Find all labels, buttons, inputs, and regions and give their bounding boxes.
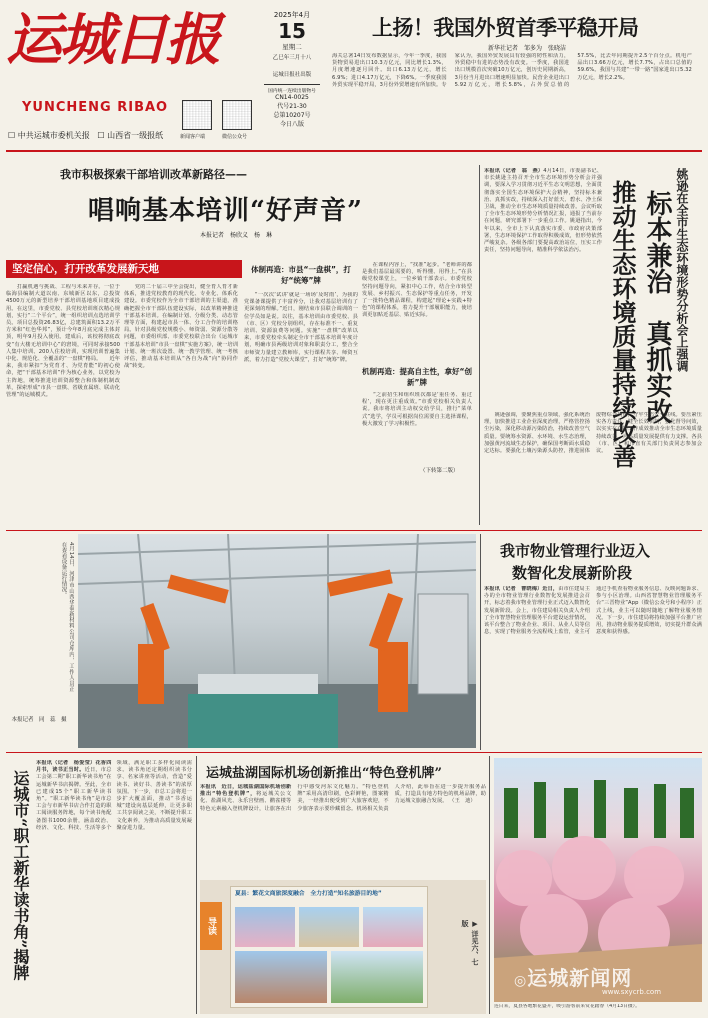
checkbox-icon: ☐ [8,131,16,140]
arrow-right-icon: ▶ [471,920,479,928]
section-rule [6,530,702,531]
qr-label-wechat: 微信公众号 [222,134,248,140]
date-day: 15 [278,19,306,43]
airport-story-body: 本报讯 近日，运城盐湖国际机场创新推出“特色登机牌”，将运城关公文化、盐湖风光、永乐宫壁画、鹳雀楼等特色元素融入登机牌设计，让旅客在出行中感受河东文化魅力。“特色登机牌”采用高清印刷，色彩鲜艳，图案精美，一经推出便受到广大旅客欢迎，不少旅客表示要珍藏留念。机场相关负责人介绍，此举旨在进一步提升服务品质，打造具有地方特色的机场品牌，助力运城文旅融合发展。 （王 迪） [200,784,486,812]
watermark-logo: ◎运城新闻网 [514,966,633,990]
column-divider [480,534,481,750]
bottom-photo-caption: 连日来，夏县各地繁花盛开，吸引游客前来赏花踏春（4月13日摄）。 [494,1004,640,1009]
watermark-icon: ◎ [514,973,528,989]
column-divider [489,756,490,1014]
lead-story-byline: 本报记者 杨欣义 杨 琳 [200,232,273,239]
top-story-title: 上扬！我国外贸首季平稳开局 [372,15,639,40]
checkbox-icon: ☐ [97,131,105,140]
guide-block[interactable] [200,880,486,1014]
reading-story-lead: 本报讯（记者 杨爱莹）花香四月书，读书正当时。 [36,760,112,774]
guide-banner: 夏县：繁花文商旅深度融合 全力打造“知名旅游目的地” [235,891,382,897]
property-story-title-b: 数智化发展新阶段 [512,564,633,582]
right-story-title-b: 推动生态环境质量持续改善 [608,180,637,468]
page-count: 今日八版 [279,121,304,128]
reading-story-body: 本报讯（记者 杨爱莹）花香四月书，读书正当时。近日，市总工会第二期“职工新华读书角”在运城新华书店揭牌。至此，全市已建成15个“职工新华读书角”。“职工新华读书角”是市总工会与市新华书店合作打造的职工阅读服务阵地，每个读书角配备图书1000余册，涵盖政治、经济、文化、科技、生活等多个领域，满足职工多样化阅读需求。读书角还定期组织读书分享、名家讲座等活动，营造“爱读书、读好书、善读书”的浓厚氛围。下一步，市总工会将进一步扩大覆盖面，推动“书香运城”建设向基层延伸，让更多职工共享阅读之美，不断提升职工文化素养，为推动高质量发展凝聚奋进力量。 [36,760,192,831]
date-box [262,8,322,138]
right-story-lead: 本报讯（记者 翁 燕） [484,168,544,174]
right-story-body-bottom: 姚逊强调，要聚焦重点领域，强化系统治理，加快推进工业企业深度治理，严格管控扬尘污染，深化移动源污染防治，持续改善空气质量。要统筹水资源、水环境、水生态治理，加强黄河流域生态保护，确保国考断面水质稳定达标。要强化土壤污染源头防控，推进固体废物综合利用，守牢生态安全底线。要压紧压实各方责任，健全长效机制，强化督导问效，以实实在在的工作成效推动全市生态环境质量持续改善，为高质量发展提供有力支撑。各县（市、区）和市直有关部门负责同志参加会议。 [484,412,702,455]
column-divider [479,165,480,525]
reading-story-title: 运城市“职工新华读书角”揭牌 [11,770,30,981]
qr-code-app[interactable] [182,100,212,130]
masthead-pinyin: YUNCHENG RIBAO [22,100,169,115]
watermark-url[interactable]: www.sxycrb.com [602,988,662,996]
masthead [0,0,708,150]
masthead-org: ☐ 中共运城市委机关报 ☐ 山西省一级报纸 [8,131,164,140]
qr-label-app: 新闻客户端 [180,134,206,140]
airport-story-credit: （王 迪） [449,798,476,805]
date-month: 2025年4月 [273,11,311,19]
masthead-rule [6,150,702,152]
top-story-body: 海关总署14日发布数据显示，今年一季度，我国货物贸易进出口10.3万亿元，同比增长1.3%，月度增速逐月回升。出口6.13万亿元，增长6.9%；进口4.17万亿元，下降6%。一季度我国外贸实现平稳开局，3月份外贸增速有所加快。专家认为，我国外贸发展具有较强的韧性和活力，外贸稳中有进的态势没有改变。一季度，我国进出口规模首次突破10万亿元，创历史同期新高，3月份当月进出口增速明显加快。民营企业进出口5.92万亿元，增长5.8%，占外贸总值的57.5%，比去年同期提升2.5个百分点。机电产品出口3.66万亿元，增长7.7%，占出口总值的59.6%。我国与共建“一带一路”国家进出口5.32万亿元，增长2.2%。 [332,53,692,88]
publisher: 运城日报社出版 [272,72,312,78]
lead-story-more: （下转第二版） [420,468,459,474]
guide-photo-4 [235,951,327,1003]
right-story-title-a: 标本兼治 真抓实改 [642,190,672,424]
factory-scene [78,534,476,748]
airport-story-title: 运城盐湖国际机场创新推出“特色登机牌” [206,766,442,781]
guide-photo-3 [363,907,423,947]
top-story-byline: 新华社记者 邹多为 张晓洁 [488,45,567,52]
factory-robot-photo [78,534,476,748]
lead-story-sub3: 机制再造：提高自主性，拿好“创新”牌 [362,367,472,387]
property-story-body: 本报讯（记者 曹晓梅）近日，由市住建局主办的全市物业管理行业数智化发展推进会召开，标志着我市物业管理行业正式迈入数智化发展新阶段。会上，市住建局相关负责人介绍了全市智慧物业管理服务平台建设运营情况，该平台整合了物业企业、项目、从业人员等信息，实现了物业服务全流程线上监管，业主可通过手机查看物业服务信息、反映问题诉求、参与小区治理。山西省智慧物业管理服务平台“三晋物业”App（微信公众号和小程序）正式上线，业主可以随时随地了解物业服务情况。下一步，市住建局将持续加强平台推广应用，推动物业服务提质增效，切实提升群众满意度和获得感。 [484,586,702,636]
guide-photo-5 [331,951,423,1003]
lead-story-col3: “一次次‘试讲’就是一场场‘及时雨’，为我的党课备课提供了丰富养分，让我对基层培训有了更深刻的理解。”近日，刚结束市县联合调训的一位学员如是说。以往，基本培训由市委党校、县（市、区）党校分别组织，存在标准不一、重复培训、资源浪费等问题。实施“一盘棋”改革以来，市委党校牵头制定全市干部基本培训年度计划，明确市县两级培训对象和职责分工，整合全市师资力量建立教师库，实行课程共享、师资互派，着力打造“党校大课堂”，打好“统筹”牌。 [244,292,358,363]
issue-number: 总第10207号 [273,112,311,119]
photo-credit: 本报记者 同 蕊 摄 [11,717,67,723]
lead-story-title: 唱响基本培训“好声音” [88,196,363,226]
serial-label: 国内统一连续出版物号 [268,89,316,94]
cn-number: CN14-0025 [275,94,309,101]
lead-story-col4: 在课程内容上，“找准”起步。“老师讲的都是我们基层最需要的，听得懂、用得上。”在县级党校课堂上，一位乡镇干部表示。市委党校坚持问题导向，紧扣中心工作，结合全市转型发展、乡村振兴、生态保护等重点任务，开发了一批特色精品课程，构建起“理论+实践+特色”的课程体系，着力提升干部履职能力，使培训更加贴近基层、贴近实际。 [362,262,472,319]
property-story-title-a: 我市物业管理行业迈入 [500,542,651,560]
photo-caption: 4月14日，河津市山西华泰新材料公司仓库内，工作人员正在查看设备运行情况。 [60,542,74,692]
lead-story-col5: “之前招生和组织班次都是‘重任务、重过程’，现在更注重成效。”市委党校相关负责人说。我市将培训主动权交给学员，推行“菜单式”选学，学员可根据岗位需要自主选择课程，极大激发了学习积极性。 [362,392,472,427]
column-divider [196,756,197,1014]
guide-thumbnail[interactable] [230,886,428,1008]
guide-label-box [200,902,222,950]
section-rule [6,752,702,753]
lead-story-sub2: 体制再造：市县“一盘棋”，打好“统筹”牌 [251,265,351,285]
date-weekday: 星期二 [282,43,302,51]
lead-story-col2: 党的二十届三中全会提出，健全育人育才新体系，推进党校教育的现代化、专业化、体系化建设。市委党校作为全市干部培训的主渠道，准确把握全市干部队伍建设实际，以改革精神推进干部基本培训。在编制计划、分级分类、动态管理等方面，构建起市县一体、分工合作的培训格局。针对县级党校规模小、师资弱、资源分散等问题，市委组织部、市委党校联合出台《运城市干部基本培训“市县一盘棋”实施方案》，统一培训计划、统一班次设置、统一教学管理、统一考核评估，推动基本培训从“各自为战”向“协同作战”转变。 [124,284,238,370]
qr-code-wechat[interactable] [222,100,252,130]
issue-code: 代号21-30 [277,103,307,110]
right-story-body-top: 本报讯（记者 翁 燕）4月14日，市委副书记、市长姚逊主持召开全市生态环境形势分析会并强调，要深入学习贯彻习近平生态文明思想，全面贯彻落实全国生态环境保护大会精神，坚持标本兼治、真抓实改，持续深入打好蓝天、碧水、净土保卫战，推动全市生态环境质量持续改善。会议听取了全市生态环境形势分析情况汇报，通报了当前存在问题，研究部署下一步重点工作。姚逊指出，今年以来，全市上下认真落实市委、市政府决策部署，生态环境保护工作取得积极成效，但形势依然严峻复杂。各级各部门要提高政治站位，压实工作责任，坚持问题导向，精准科学依法治污。 [484,168,602,254]
lead-story-subhead: 坚定信心，打开改革发展新天地 [12,263,159,275]
guide-photo-2 [299,907,359,947]
right-story-kicker: 姚逊在全市生态环境形势分析会上强调 [675,168,689,372]
property-story-lead: 本报讯（记者 曹晓梅）近日， [484,586,559,592]
date-lunar: 乙巳年三月十八 [272,55,312,61]
flower-garden-photo [494,758,702,1002]
airport-story-lead: 本报讯 近日，运城盐湖国际机场创新推出“特色登机牌”， [200,784,292,798]
guide-label: 导读 [206,917,216,935]
lead-story-subhead-bar [6,260,242,278]
lead-story-kicker: 我市积极探索干部培训改革新路径—— [60,168,247,181]
guide-photo-1 [235,907,295,947]
masthead-logo: 运城日报 [6,7,218,73]
guide-more[interactable]: ▶ 详见六、七版 [461,920,479,966]
lead-story-col1: 打赢机遇与挑战、工程与未来并存。一位于临海县编制大道以南、东城新区以东，总投资4500万元的新型培养干部培训基地项目建成投用。在这里，市委党校、县党校培训班次精心规划，实行“二个平台”，统一组织培训点选培训学员。项目总投资26.83亿，总建筑面积13.2万平方米和“红色华邦”，预计今年8月底完成主体封顶，明年9月投入使用。建成后，该校将彻底改变“有大楼无培训中心”的窘境，可同时承接500人集中培训、200人住校培训，实现培训普遍集中化、规范化、全覆盖的“一盘棋”格局。 近年来，我市紧扣“为党育才、为党育能”的初心使命，把“干部基本培训”作为核心业务，以党校为主阵地，统筹推进培训资源整合和体制机制改革，探索形成“市县一盘棋、省级直属班、联动化管理”的运城模式。 [6,284,120,399]
